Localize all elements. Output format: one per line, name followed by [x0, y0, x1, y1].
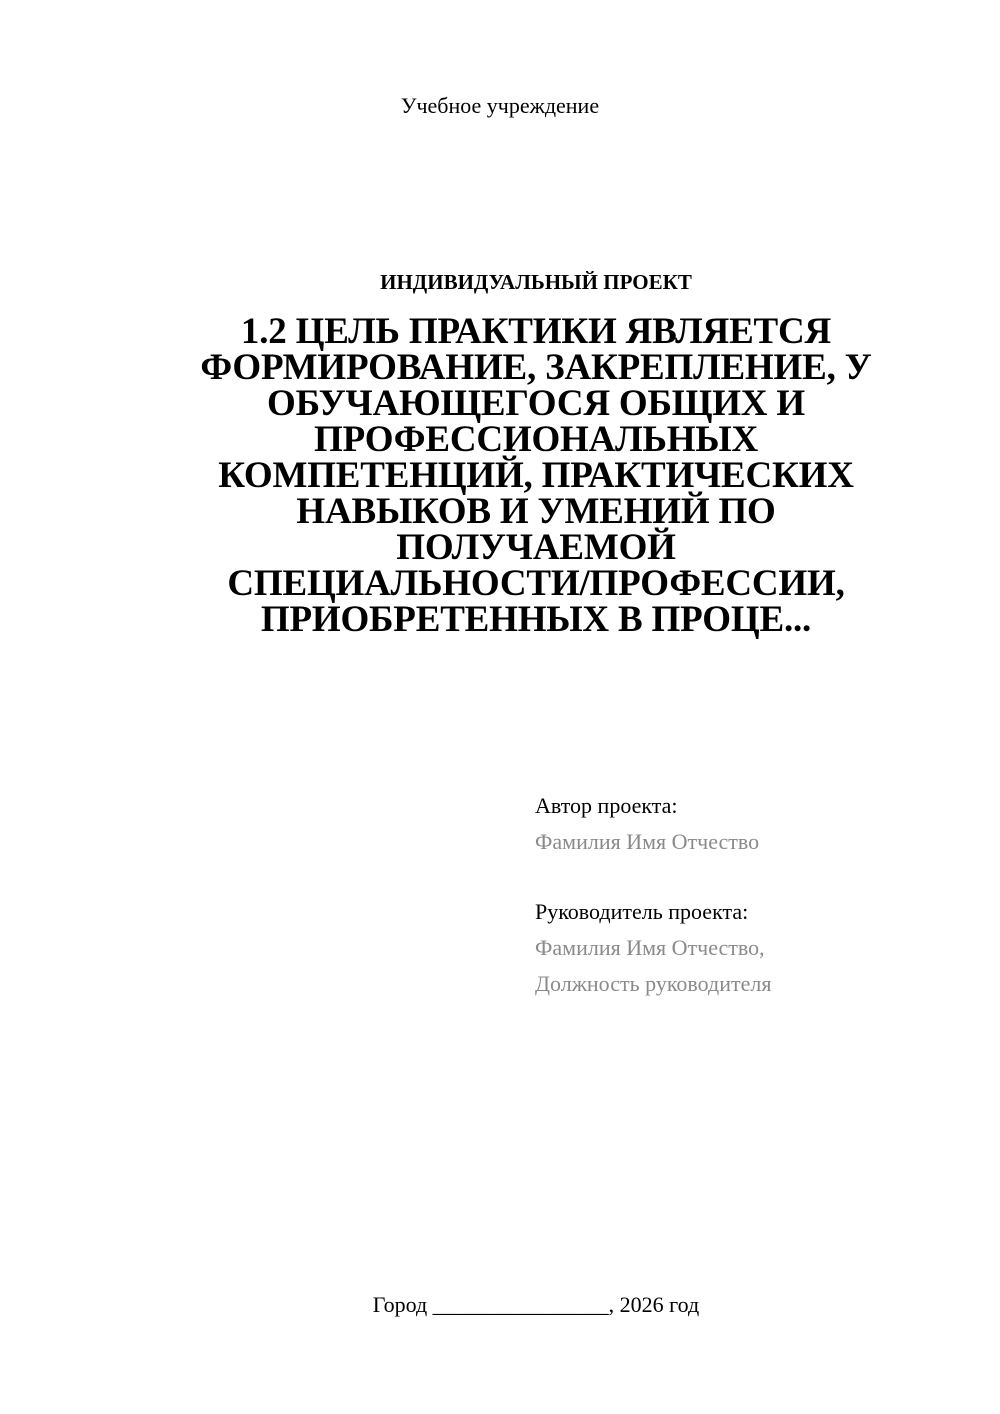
credits-spacer	[535, 860, 955, 894]
document-title	[150, 311, 922, 640]
credits-block	[535, 788, 955, 1002]
title-line: ПРИОБРЕТЕННЫХ В ПРОЦЕ...	[260, 599, 812, 640]
city-year-footer: Город ________________, 2026 год	[372, 1292, 700, 1317]
supervisor-name: Фамилия Имя Отчество,	[535, 935, 765, 960]
supervisor-label: Руководитель проекта:	[535, 899, 749, 924]
title-line: ПРОФЕССИОНАЛЬНЫХ	[313, 419, 759, 460]
title-line: ПОЛУЧАЕМОЙ	[396, 527, 676, 568]
author-name: Фамилия Имя Отчество	[535, 829, 760, 854]
title-line: КОМПЕТЕНЦИЙ, ПРАКТИЧЕСКИХ	[218, 455, 854, 496]
title-line: НАВЫКОВ И УМЕНИЙ ПО	[296, 491, 776, 532]
title-line: ОБУЧАЮЩЕГОСЯ ОБЩИХ И	[267, 383, 805, 424]
title-line: ФОРМИРОВАНИЕ, ЗАКРЕПЛЕНИЕ, У	[200, 347, 872, 388]
document-type: ИНДИВИДУАЛЬНЫЙ ПРОЕКТ	[380, 270, 692, 294]
supervisor-position: Должность руководителя	[535, 971, 772, 996]
institution-name: Учебное учреждение	[400, 93, 600, 118]
author-label: Автор проекта:	[535, 793, 678, 818]
title-line: СПЕЦИАЛЬНОСТИ/ПРОФЕССИИ,	[227, 563, 845, 604]
title-line: 1.2 ЦЕЛЬ ПРАКТИКИ ЯВЛЯЕТСЯ	[240, 311, 832, 352]
